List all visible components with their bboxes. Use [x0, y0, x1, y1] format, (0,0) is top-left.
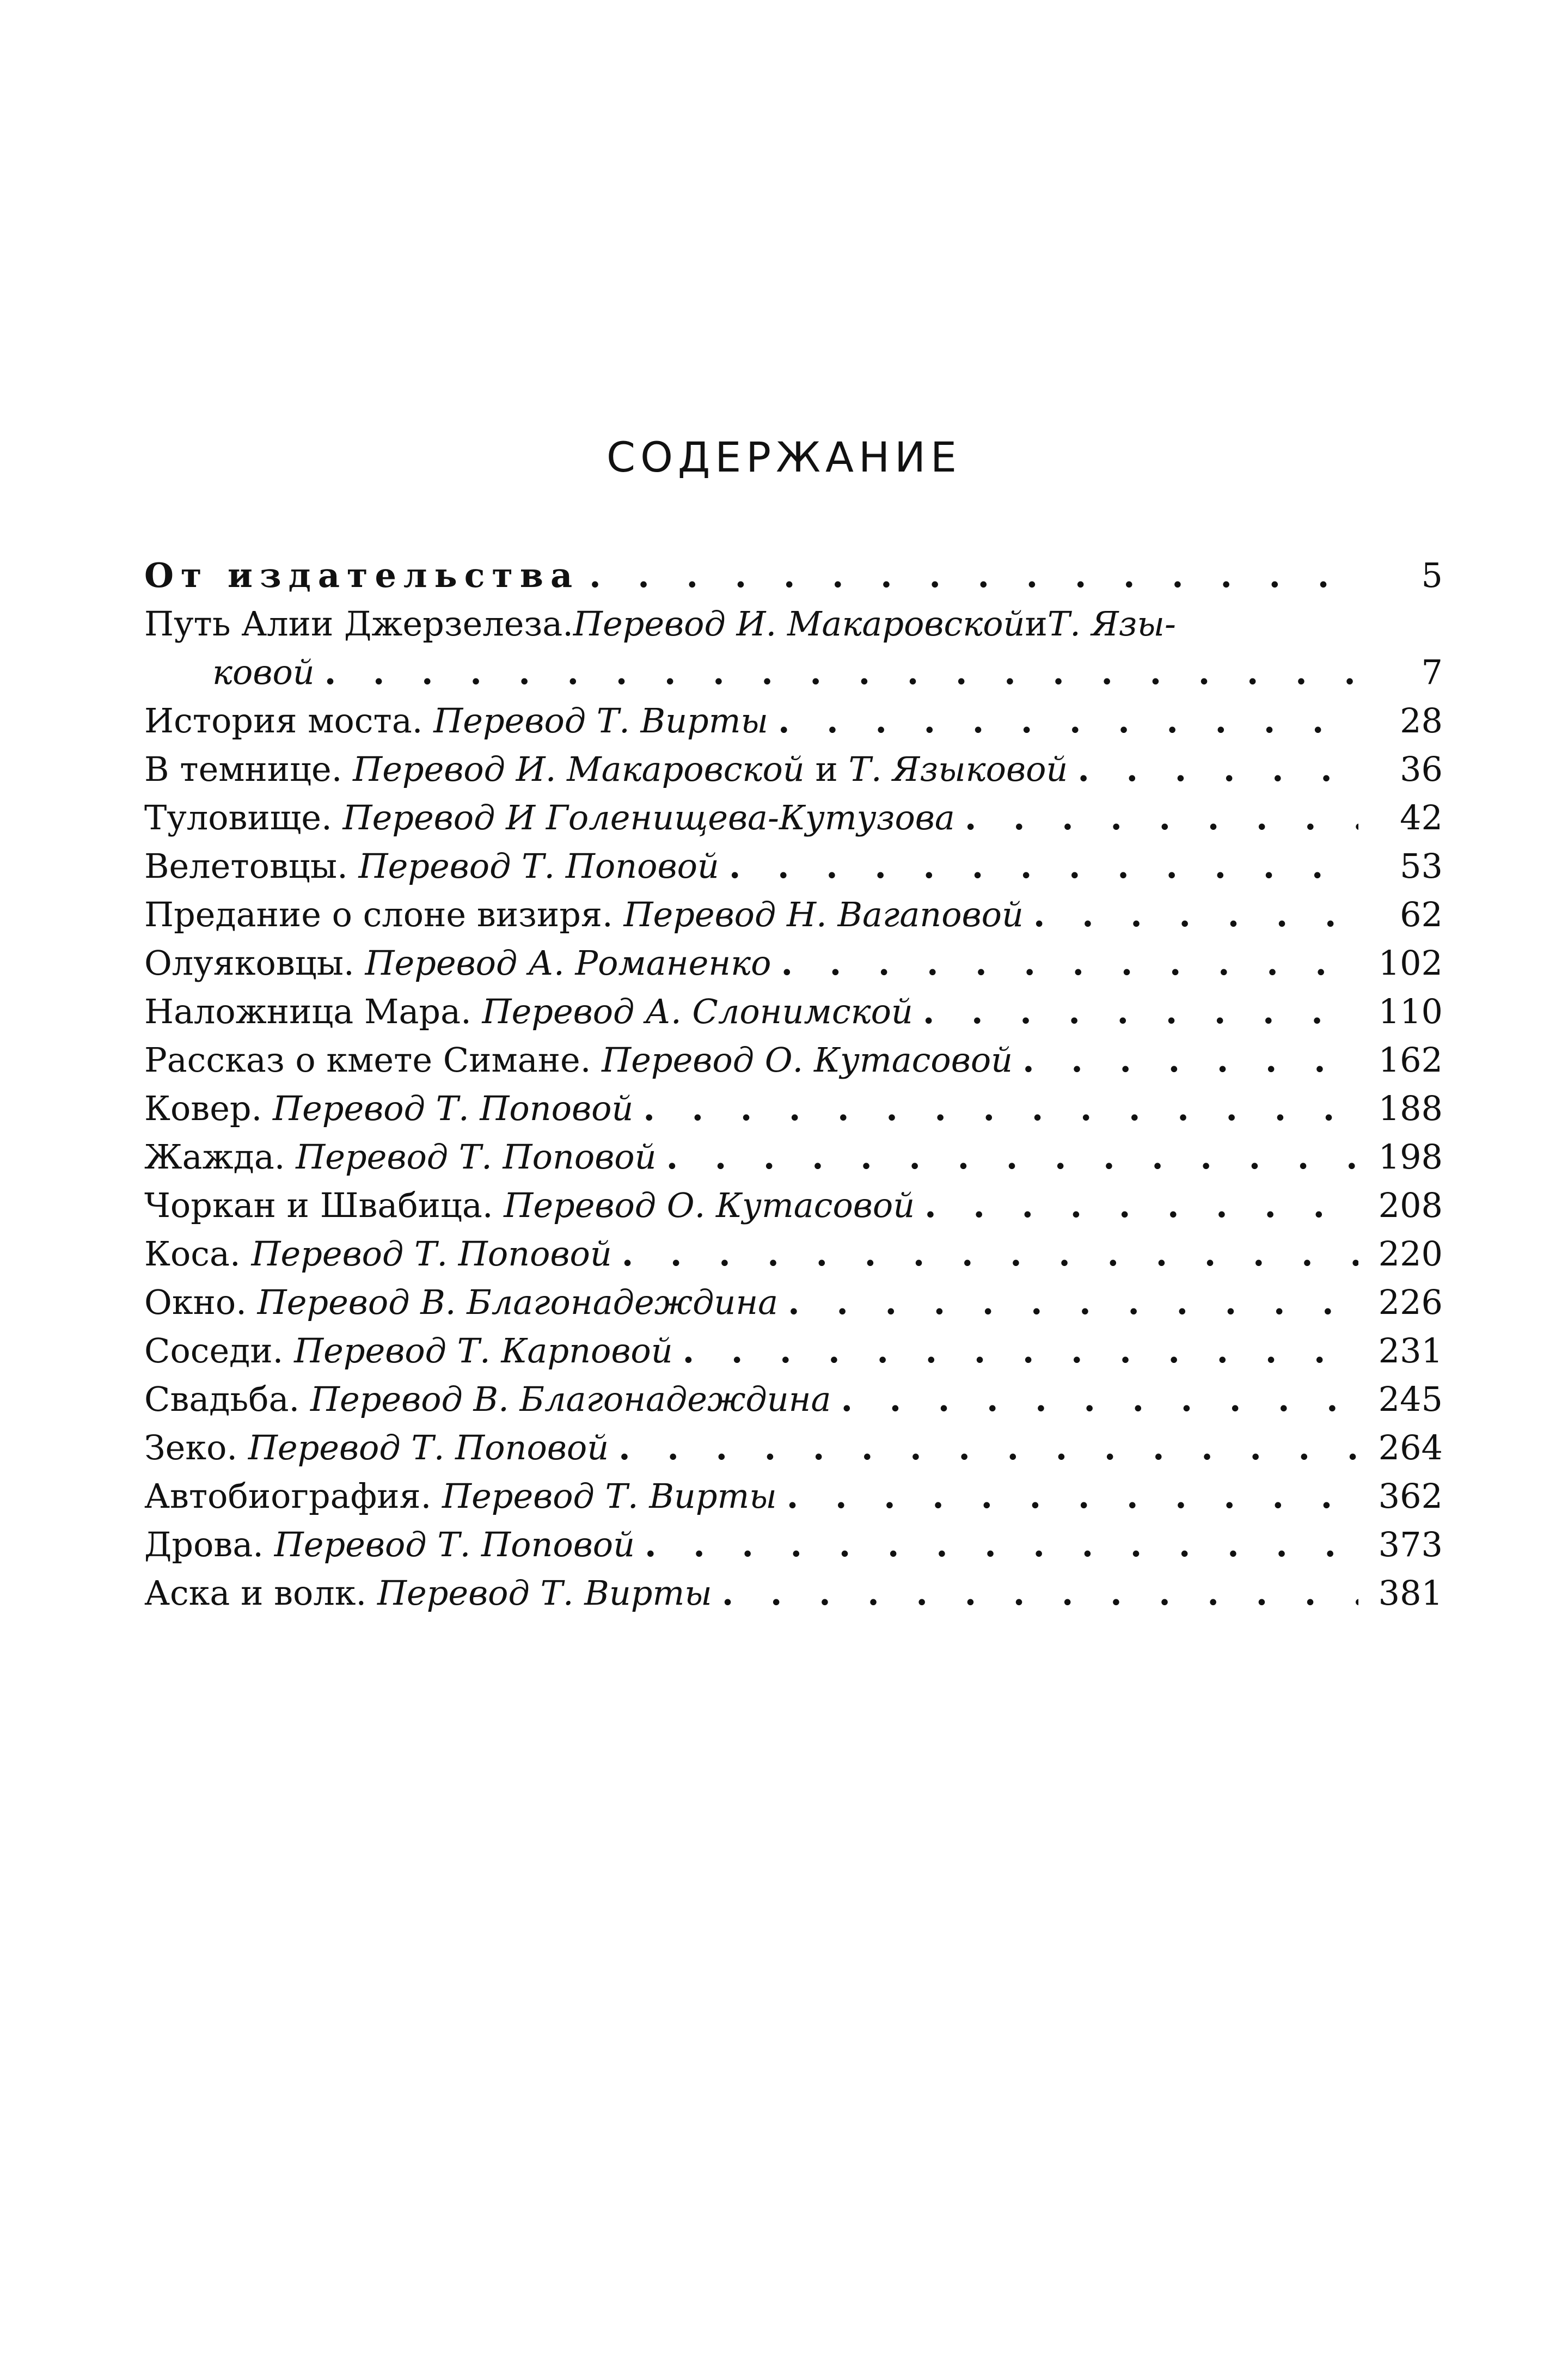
entry-translator: Перевод О. Кутасовой — [504, 1185, 915, 1225]
entry-page-number: 110 — [1378, 992, 1443, 1031]
entry-translator: Перевод Т. Вирты — [377, 1573, 712, 1613]
entry-title: Чоркан и Швабица. — [144, 1185, 493, 1225]
entry-translator: Перевод И. Макаровской — [353, 749, 805, 789]
dot-leader — [1068, 745, 1358, 793]
entry-translator: Перевод Т. Вирты — [442, 1476, 777, 1516]
dot-leader — [673, 1326, 1358, 1375]
entry-title: Наложница Мара. — [144, 992, 471, 1031]
toc-entry[interactable] — [144, 1326, 1443, 1375]
entry-page-number: 42 — [1400, 798, 1443, 837]
dot-leader — [768, 696, 1358, 745]
entry-title: От издательства — [144, 555, 580, 595]
entry-title: Соседи. — [144, 1331, 284, 1371]
entry-translator: Перевод Т. Вирты — [433, 701, 769, 741]
entry-conjunction: и — [815, 749, 838, 789]
entry-title: Предание о слоне визиря. — [144, 895, 613, 934]
entry-page-number: 28 — [1400, 701, 1443, 741]
entry-translator-tail: Т. Языковой — [848, 749, 1068, 789]
dot-leader — [609, 1423, 1358, 1472]
entry-translator: Перевод И. Макаровской — [573, 604, 1025, 644]
dot-leader — [831, 1375, 1358, 1423]
entry-page-number: 102 — [1378, 943, 1443, 983]
toc-entry[interactable] — [144, 696, 1443, 745]
toc-entry[interactable] — [144, 890, 1443, 939]
toc-entry-continuation[interactable] — [144, 648, 1443, 696]
dot-leader — [771, 939, 1359, 987]
entry-title: Жажда. — [144, 1137, 285, 1177]
toc-entry[interactable] — [144, 1036, 1443, 1084]
toc-entry[interactable] — [144, 1520, 1443, 1569]
toc-entry[interactable] — [144, 793, 1443, 842]
dot-leader — [633, 1084, 1358, 1133]
dot-leader — [657, 1133, 1358, 1181]
entry-title: Путь Алии Джерзелеза. — [144, 604, 573, 644]
entry-translator-tail: Т. Язы- — [1047, 604, 1176, 644]
dot-leader — [315, 648, 1358, 696]
entry-page-number: 264 — [1378, 1428, 1443, 1467]
toc-entry[interactable] — [144, 1230, 1443, 1278]
toc-entry[interactable] — [144, 1181, 1443, 1230]
toc-entry[interactable] — [144, 939, 1443, 987]
dot-leader — [719, 842, 1358, 890]
entry-translator: Перевод Т. Карповой — [294, 1331, 673, 1371]
entry-page-number: 362 — [1378, 1476, 1443, 1516]
entry-page-number: 162 — [1378, 1040, 1443, 1080]
dot-leader — [635, 1520, 1358, 1569]
dot-leader — [1024, 890, 1358, 939]
entry-title: Велетовцы. — [144, 846, 348, 886]
toc-entry[interactable] — [144, 842, 1443, 890]
entry-translator: Перевод И Голенищева-Кутузова — [342, 798, 955, 837]
entry-page-number: 245 — [1378, 1379, 1443, 1419]
table-of-contents — [144, 551, 1443, 1617]
entry-page-number: 188 — [1378, 1088, 1443, 1128]
entry-title: История моста. — [144, 701, 423, 741]
entry-page-number: 198 — [1378, 1137, 1443, 1177]
entry-translator: Перевод Н. Вагаповой — [623, 895, 1024, 934]
entry-translator: Перевод Т. Поповой — [251, 1234, 612, 1274]
entry-translator: Перевод Т. Поповой — [273, 1088, 634, 1128]
dot-leader — [1013, 1036, 1358, 1084]
entry-title: Коса. — [144, 1234, 241, 1274]
toc-entry[interactable] — [144, 1569, 1443, 1617]
toc-entry[interactable] — [144, 987, 1443, 1036]
entry-title: Автобиография. — [144, 1476, 432, 1516]
entry-title: Ковер. — [144, 1088, 262, 1128]
entry-translator: Перевод Т. Поповой — [296, 1137, 657, 1177]
entry-title: Аска и волк. — [144, 1573, 367, 1613]
toc-entry[interactable] — [144, 1278, 1443, 1326]
entry-translator: Перевод А. Слонимской — [482, 992, 913, 1031]
toc-entry[interactable] — [144, 1133, 1443, 1181]
entry-translator: Перевод В. Благонадеждина — [310, 1379, 831, 1419]
entry-translator: Перевод В. Благонадеждина — [257, 1282, 779, 1322]
toc-entry[interactable] — [144, 1472, 1443, 1520]
page-title: СОДЕРЖАНИЕ — [607, 433, 961, 481]
entry-page-number: 53 — [1400, 846, 1443, 886]
entry-translator: Перевод О. Кутасовой — [602, 1040, 1013, 1080]
dot-leader — [579, 551, 1358, 600]
dot-leader — [612, 1230, 1358, 1278]
entry-page-number: 220 — [1378, 1234, 1443, 1274]
entry-page-number: 5 — [1421, 555, 1443, 595]
entry-page-number: 373 — [1378, 1525, 1443, 1564]
entry-page-number: 36 — [1400, 749, 1443, 789]
entry-translator-wrap: ковой — [212, 652, 315, 692]
entry-title: Зеко. — [144, 1428, 238, 1467]
toc-entry[interactable] — [144, 1084, 1443, 1133]
entry-title: Рассказ о кмете Симане. — [144, 1040, 591, 1080]
entry-title: В темнице. — [144, 749, 342, 789]
entry-page-number: 62 — [1400, 895, 1443, 934]
entry-page-number: 226 — [1378, 1282, 1443, 1322]
entry-title: Туловище. — [144, 798, 332, 837]
dot-leader — [913, 987, 1358, 1036]
entry-page-number: 7 — [1421, 652, 1443, 692]
entry-translator: Перевод Т. Поповой — [248, 1428, 609, 1467]
entry-conjunction: и — [1025, 604, 1048, 644]
entry-translator: Перевод Т. Поповой — [358, 846, 719, 886]
entry-page-number: 381 — [1378, 1573, 1443, 1613]
toc-entry[interactable] — [144, 1423, 1443, 1472]
dot-leader — [777, 1472, 1358, 1520]
dot-leader — [915, 1181, 1358, 1230]
toc-entry[interactable] — [144, 1375, 1443, 1423]
dot-leader — [955, 793, 1358, 842]
toc-entry[interactable] — [144, 551, 1443, 600]
entry-translator: Перевод Т. Поповой — [274, 1525, 635, 1564]
entry-title: Олуяковцы. — [144, 943, 354, 983]
dot-leader — [778, 1278, 1358, 1326]
entry-translator: Перевод А. Романенко — [365, 943, 771, 983]
toc-entry[interactable] — [144, 745, 1443, 793]
toc-entry-first-line[interactable] — [144, 600, 1443, 648]
entry-title: Свадьба. — [144, 1379, 300, 1419]
entry-page-number: 208 — [1378, 1185, 1443, 1225]
entry-page-number: 231 — [1378, 1331, 1443, 1371]
dot-leader — [712, 1569, 1358, 1617]
entry-title: Окно. — [144, 1282, 247, 1322]
entry-title: Дрова. — [144, 1525, 264, 1564]
